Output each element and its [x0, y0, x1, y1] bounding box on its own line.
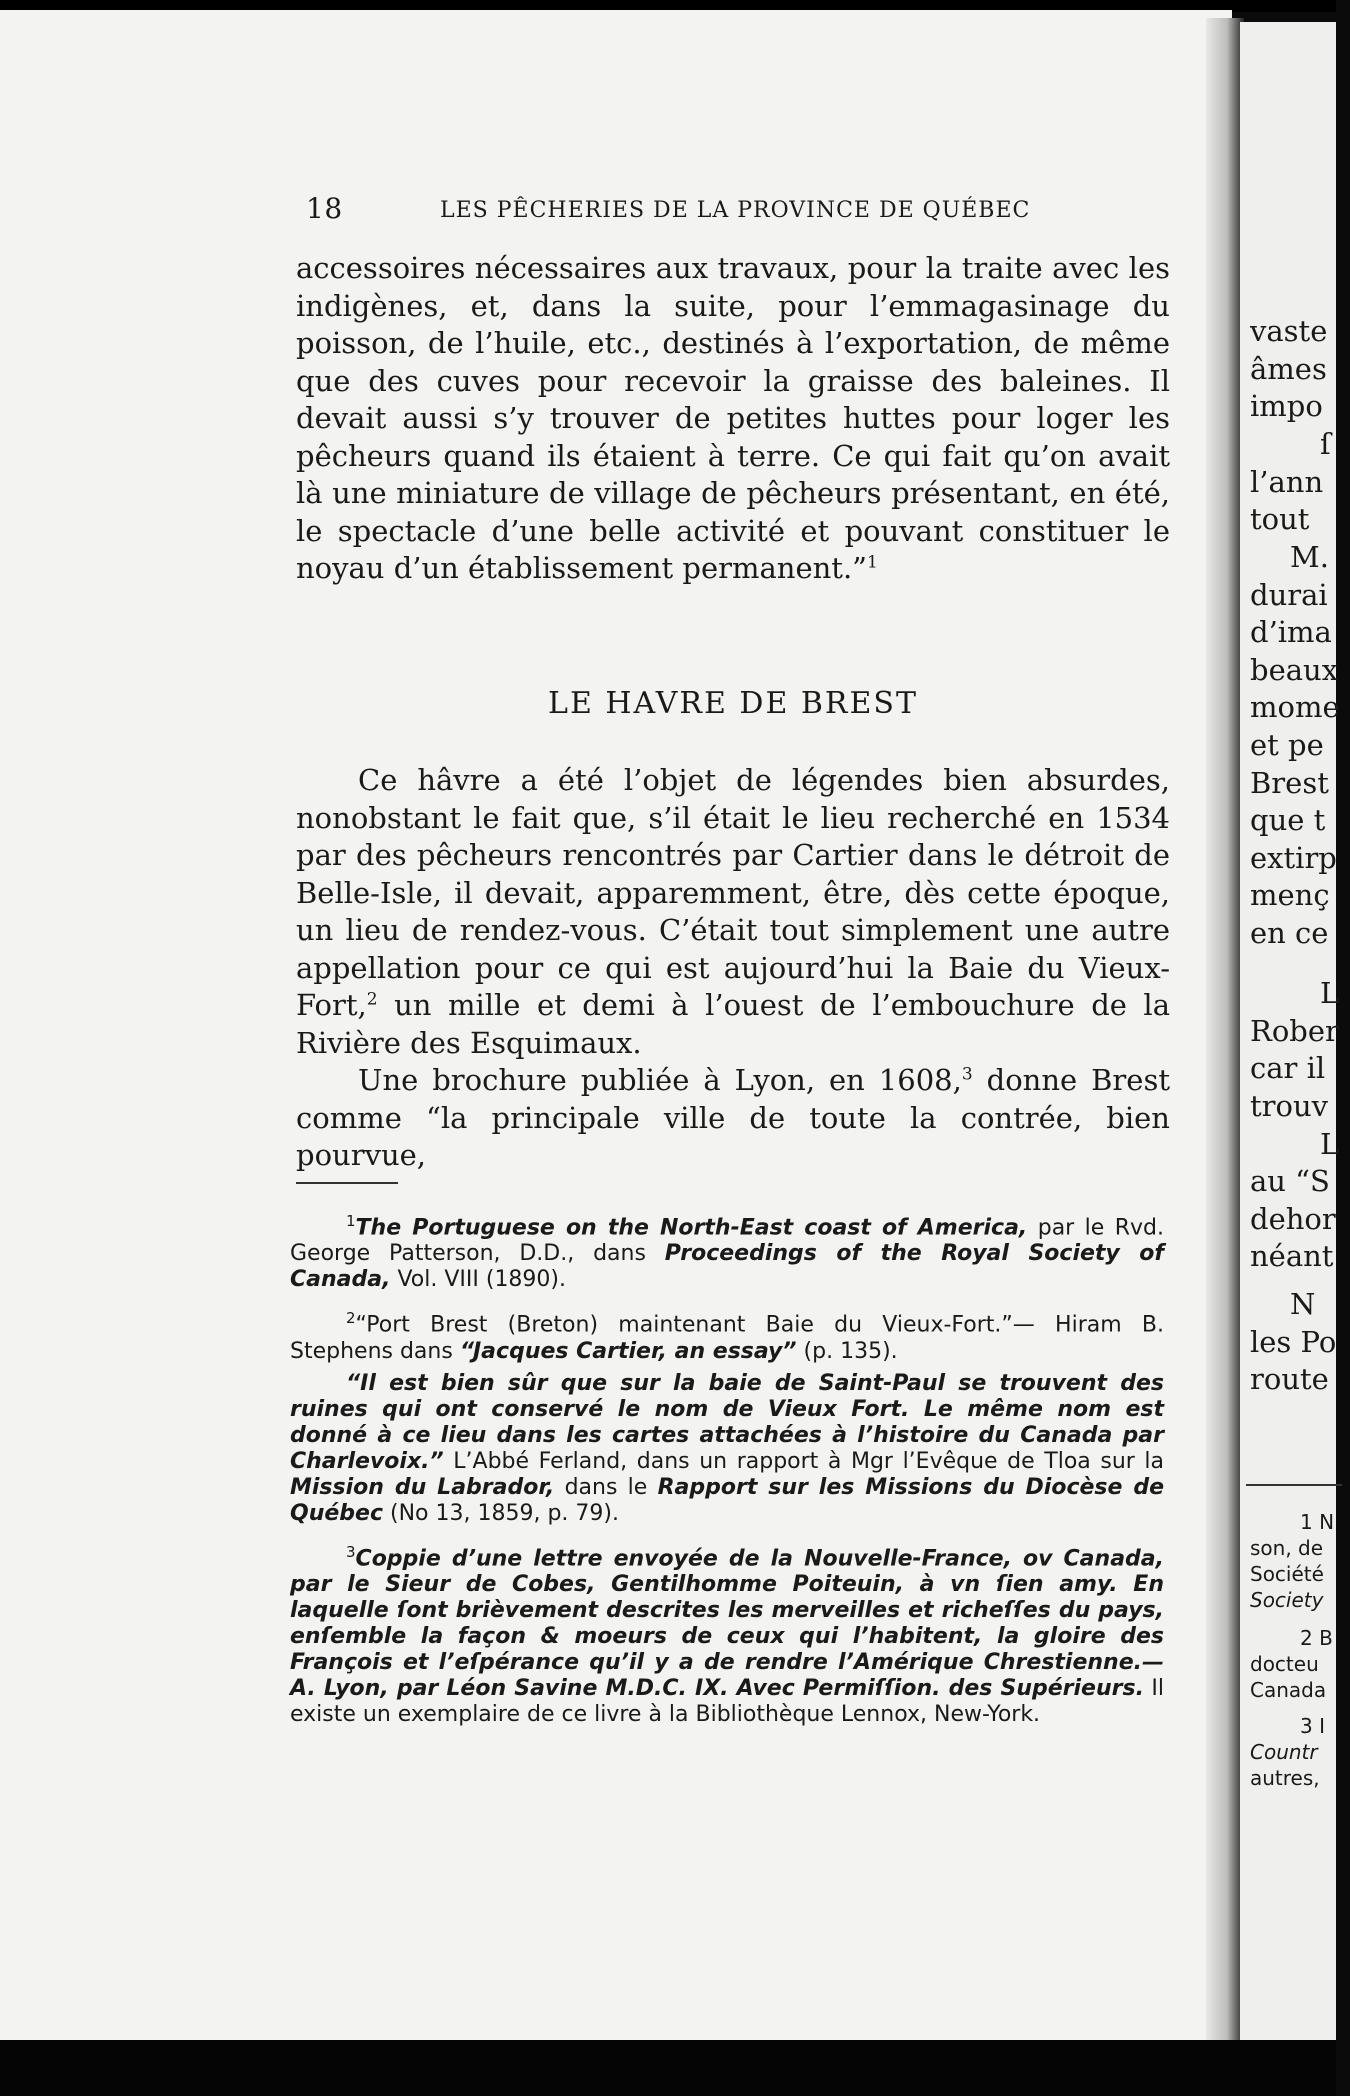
- footnote-ref-1: 1: [867, 552, 878, 573]
- facing-line: car il: [1250, 1051, 1326, 1085]
- book-gutter: [1206, 18, 1244, 2042]
- facing-line: route: [1250, 1362, 1329, 1396]
- facing-line: dehor: [1250, 1202, 1336, 1236]
- facing-line: d’ima: [1250, 615, 1332, 649]
- facing-line: menç: [1250, 878, 1330, 912]
- facing-note-line: Society: [1250, 1588, 1324, 1612]
- left-page: [0, 10, 1232, 2042]
- footnotes: [290, 1208, 1164, 1740]
- facing-line: N: [1290, 1287, 1316, 1321]
- facing-note-line: 2 B: [1300, 1626, 1333, 1650]
- footnote-ref-2: 2: [366, 989, 378, 1010]
- footnote-separator: [296, 1182, 398, 1184]
- facing-line: beaux: [1250, 653, 1339, 687]
- running-title: LES PÊCHERIES DE LA PROVINCE DE QUÉBEC: [440, 198, 1031, 223]
- section-paragraph-1: Ce hâvre a été l’objet de légendes bien absurdes, nonobstant le fait que, s’il était le lieu recherché en 1534 par des pêcheurs rencontrés par Cartier dans le détroit de Belle-Isle, il devait, apparemment, être, dès cette époque, un lieu de rendez-vous. C’était tout simplement une autre appellation pour ce qui est aujourd’hui la Baie du Vieux-Fort,$^2$ un mille et demi à l’ouest de l’embouchure de la Rivière des Esquimaux.: [296, 763, 1170, 1060]
- facing-line: en ce: [1250, 916, 1329, 950]
- page-number: 18: [306, 192, 343, 225]
- facing-line: durai: [1250, 578, 1328, 612]
- facing-line: au “S: [1250, 1164, 1330, 1198]
- facing-line: trouv: [1250, 1089, 1329, 1123]
- section-body: [296, 762, 1170, 1175]
- facing-line: extirp: [1250, 841, 1337, 875]
- facing-line: ſ: [1320, 427, 1331, 461]
- facing-line: vaste: [1250, 314, 1328, 348]
- facing-note-line: 1 N: [1300, 1510, 1335, 1534]
- intro-paragraph-block: [296, 250, 1170, 588]
- facing-line: M.: [1290, 540, 1329, 574]
- footnote-3: $^3$Coppie d’une lettre envoyée de la Nouvelle-France, ov Canada, par le Sieur de Cobes, Gentilhomme Poiteuin, à vn ſien amy. En laquelle ſont brièvement descrites les merveilles et richeſſes du pays, enſemble la façon & moeurs de ceux qui l’habitent, la gloire des François et l’eſpérance qu’il y a de rendre l’Amérique Chrestienne.—A. Lyon, par Léon Savine M.D.C. IX. Avec Permiſſion. des Supérieurs. Il existe un exemplaire de ce livre à la Bibliothèque Lennox, New-York.: [290, 1542, 1164, 1727]
- facing-line: Brest: [1250, 766, 1329, 800]
- footnote-2: $^2$“Port Brest (Breton) maintenant Baie du Vieux-Fort.”— Hiram B. Stephens dans “Jacques Cartier, an essay” (p. 135).: [290, 1309, 1164, 1364]
- scan-bottom-border: [0, 2040, 1336, 2096]
- facing-line: L: [1320, 1127, 1340, 1161]
- facing-line: les Po: [1250, 1325, 1337, 1359]
- facing-line: et pe: [1250, 728, 1324, 762]
- facing-line: L: [1320, 976, 1340, 1010]
- facing-line: mome: [1250, 690, 1340, 724]
- facing-line: Rober: [1250, 1014, 1339, 1048]
- facing-note-line: Canada: [1250, 1678, 1327, 1702]
- footnote-ref-3: 3: [961, 1064, 973, 1085]
- facing-note-line: Countr: [1250, 1740, 1318, 1764]
- footnote-1: $^1$The Portuguese on the North-East coast of America, par le Rvd. George Patterson, D.D., dans Proceedings of the Royal Society of Canada, Vol. VIII (1890).: [290, 1212, 1164, 1293]
- section-paragraph-2: Une brochure publiée à Lyon, en 1608,$^3$ donne Brest comme “la principale ville de toute la contrée, bien pourvue,: [296, 1063, 1170, 1172]
- facing-line: tout: [1250, 502, 1310, 536]
- facing-footnote-separator: [1246, 1484, 1342, 1486]
- facing-line: néant: [1250, 1239, 1334, 1273]
- facing-line: l’ann: [1250, 465, 1324, 499]
- facing-line: que t: [1250, 803, 1326, 837]
- facing-line: âmes: [1250, 352, 1327, 386]
- page-header: [306, 192, 1162, 232]
- facing-note-line: 3 I: [1300, 1714, 1325, 1738]
- section-title: LE HAVRE DE BREST: [548, 686, 918, 721]
- facing-page-fragment: [1240, 22, 1340, 2042]
- facing-note-line: Société: [1250, 1562, 1324, 1586]
- facing-line: impo: [1250, 389, 1323, 423]
- facing-note-line: son, de: [1250, 1536, 1324, 1560]
- footnote-2-continued: “Il est bien sûr que sur la baie de Saint-Paul se trouvent des ruines qui ont conservé le nom de Vieux Fort. Le même nom est donné à ce lieu dans les cartes attachées à l’histoire du Canada par Charlevoix.” L’Abbé Ferland, dans un rapport à Mgr l’Evêque de Tloa sur la Mission du Labrador, dans le Rapport sur les Missions du Diocèse de Québec (No 13, 1859, p. 79).: [290, 1370, 1165, 1526]
- facing-note-line: autres,: [1250, 1766, 1320, 1790]
- intro-paragraph: accessoires nécessaires aux travaux, pour la traite avec les indigènes, et, dans la suite, pour l’emmagasinage du poisson, de l’huile, etc., destinés à l’exportation, de même que des cuves pour recevoir la graisse des baleines. Il devait aussi s’y trouver de petites huttes pour loger les pêcheurs quand ils étaient à terre. Ce qui fait qu’on avait là une miniature de village de pêcheurs présentant, en été, le spectacle d’une belle activité et pouvant constituer le noyau d’un établissement permanent.”$^1$: [296, 251, 1170, 585]
- facing-note-line: docteu: [1250, 1652, 1319, 1676]
